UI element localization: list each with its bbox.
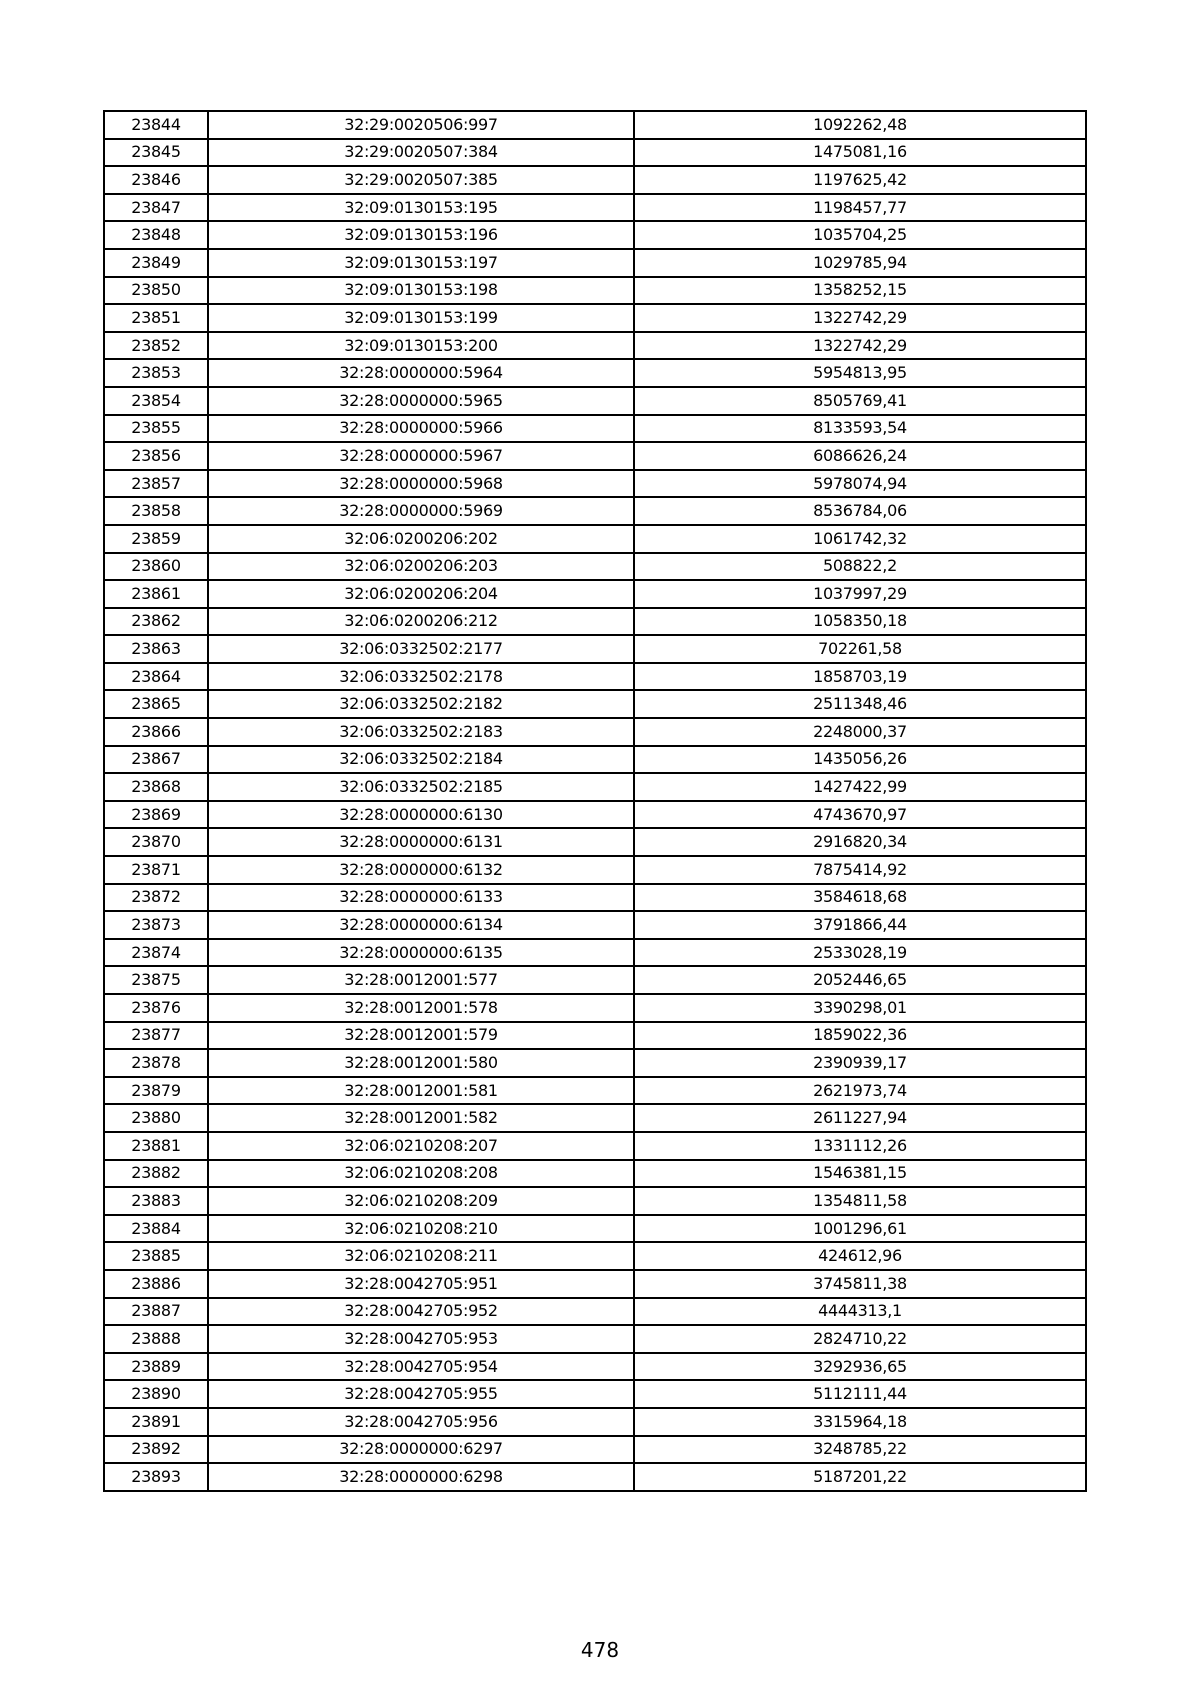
page-number: 478	[580, 1638, 620, 1662]
row-number-cell: 23846	[104, 166, 208, 194]
value-cell: 6086626,24	[634, 442, 1086, 470]
table-row	[104, 1049, 1086, 1077]
value-cell: 3248785,22	[634, 1436, 1086, 1464]
cadastral-number-cell: 32:28:0042705:955	[208, 1380, 634, 1408]
row-number-cell: 23875	[104, 966, 208, 994]
table-row	[104, 635, 1086, 663]
table-row	[104, 1353, 1086, 1381]
cadastral-number-cell: 32:28:0012001:582	[208, 1104, 634, 1132]
table-row	[104, 718, 1086, 746]
table-row	[104, 856, 1086, 884]
row-number-cell: 23863	[104, 635, 208, 663]
row-number-cell: 23893	[104, 1463, 208, 1491]
cadastral-number-cell: 32:06:0200206:202	[208, 525, 634, 553]
cadastral-number-cell: 32:06:0332502:2183	[208, 718, 634, 746]
row-number-cell: 23889	[104, 1353, 208, 1381]
row-number-cell: 23861	[104, 580, 208, 608]
row-number-cell: 23853	[104, 359, 208, 387]
row-number-cell: 23845	[104, 139, 208, 167]
value-cell: 1029785,94	[634, 249, 1086, 277]
value-cell: 4743670,97	[634, 801, 1086, 829]
value-cell: 1858703,19	[634, 663, 1086, 691]
cadastral-number-cell: 32:06:0200206:203	[208, 553, 634, 581]
table-row	[104, 580, 1086, 608]
cadastral-number-cell: 32:06:0332502:2178	[208, 663, 634, 691]
cadastral-number-cell: 32:28:0000000:5964	[208, 359, 634, 387]
value-cell: 1058350,18	[634, 608, 1086, 636]
row-number-cell: 23867	[104, 746, 208, 774]
table-row	[104, 1298, 1086, 1326]
cadastral-number-cell: 32:28:0000000:5966	[208, 415, 634, 443]
cadastral-number-cell: 32:28:0000000:6134	[208, 911, 634, 939]
value-cell: 1358252,15	[634, 277, 1086, 305]
table-row	[104, 359, 1086, 387]
row-number-cell: 23873	[104, 911, 208, 939]
value-cell: 1435056,26	[634, 746, 1086, 774]
row-number-cell: 23844	[104, 111, 208, 139]
row-number-cell: 23860	[104, 553, 208, 581]
table-row	[104, 884, 1086, 912]
row-number-cell: 23884	[104, 1215, 208, 1243]
row-number-cell: 23865	[104, 690, 208, 718]
cadastral-number-cell: 32:06:0332502:2184	[208, 746, 634, 774]
table-row	[104, 139, 1086, 167]
cadastral-number-cell: 32:06:0210208:209	[208, 1187, 634, 1215]
value-cell: 2611227,94	[634, 1104, 1086, 1132]
value-cell: 1354811,58	[634, 1187, 1086, 1215]
table-row	[104, 1187, 1086, 1215]
row-number-cell: 23879	[104, 1077, 208, 1105]
row-number-cell: 23874	[104, 939, 208, 967]
value-cell: 1001296,61	[634, 1215, 1086, 1243]
cadastral-number-cell: 32:28:0012001:577	[208, 966, 634, 994]
value-cell: 5112111,44	[634, 1380, 1086, 1408]
table-row	[104, 304, 1086, 332]
row-number-cell: 23859	[104, 525, 208, 553]
table-row	[104, 690, 1086, 718]
table-row	[104, 387, 1086, 415]
value-cell: 3292936,65	[634, 1353, 1086, 1381]
value-cell: 1035704,25	[634, 221, 1086, 249]
row-number-cell: 23857	[104, 470, 208, 498]
table-row	[104, 608, 1086, 636]
table-row	[104, 1436, 1086, 1464]
row-number-cell: 23871	[104, 856, 208, 884]
row-number-cell: 23890	[104, 1380, 208, 1408]
value-cell: 1331112,26	[634, 1132, 1086, 1160]
table-row	[104, 553, 1086, 581]
row-number-cell: 23886	[104, 1270, 208, 1298]
row-number-cell: 23883	[104, 1187, 208, 1215]
row-number-cell: 23855	[104, 415, 208, 443]
cadastral-number-cell: 32:06:0200206:204	[208, 580, 634, 608]
value-cell: 1322742,29	[634, 332, 1086, 360]
table-row	[104, 221, 1086, 249]
row-number-cell: 23870	[104, 828, 208, 856]
value-cell: 1197625,42	[634, 166, 1086, 194]
table-row	[104, 1325, 1086, 1353]
value-cell: 3791866,44	[634, 911, 1086, 939]
value-cell: 4444313,1	[634, 1298, 1086, 1326]
value-cell: 3584618,68	[634, 884, 1086, 912]
table-row	[104, 194, 1086, 222]
row-number-cell: 23877	[104, 1022, 208, 1050]
row-number-cell: 23858	[104, 497, 208, 525]
table-row	[104, 994, 1086, 1022]
table-row	[104, 663, 1086, 691]
cadastral-number-cell: 32:28:0042705:951	[208, 1270, 634, 1298]
row-number-cell: 23872	[104, 884, 208, 912]
cadastral-number-cell: 32:09:0130153:198	[208, 277, 634, 305]
cadastral-number-cell: 32:06:0210208:208	[208, 1160, 634, 1188]
cadastral-number-cell: 32:09:0130153:200	[208, 332, 634, 360]
value-cell: 8133593,54	[634, 415, 1086, 443]
row-number-cell: 23856	[104, 442, 208, 470]
value-cell: 1859022,36	[634, 1022, 1086, 1050]
cadastral-number-cell: 32:29:0020507:384	[208, 139, 634, 167]
cadastral-number-cell: 32:28:0042705:952	[208, 1298, 634, 1326]
table-row	[104, 1408, 1086, 1436]
table-row	[104, 1077, 1086, 1105]
value-cell: 2533028,19	[634, 939, 1086, 967]
row-number-cell: 23862	[104, 608, 208, 636]
row-number-cell: 23887	[104, 1298, 208, 1326]
row-number-cell: 23850	[104, 277, 208, 305]
cadastral-number-cell: 32:28:0000000:5965	[208, 387, 634, 415]
value-cell: 1546381,15	[634, 1160, 1086, 1188]
table-row	[104, 1104, 1086, 1132]
table-row	[104, 1160, 1086, 1188]
cadastral-number-cell: 32:28:0000000:6132	[208, 856, 634, 884]
row-number-cell: 23892	[104, 1436, 208, 1464]
row-number-cell: 23882	[104, 1160, 208, 1188]
table-row	[104, 249, 1086, 277]
cadastral-number-cell: 32:28:0042705:954	[208, 1353, 634, 1381]
value-cell: 5954813,95	[634, 359, 1086, 387]
value-cell: 1037997,29	[634, 580, 1086, 608]
cadastral-number-cell: 32:06:0332502:2177	[208, 635, 634, 663]
row-number-cell: 23849	[104, 249, 208, 277]
value-cell: 2390939,17	[634, 1049, 1086, 1077]
cadastral-number-cell: 32:28:0000000:6131	[208, 828, 634, 856]
table-row	[104, 111, 1086, 139]
cadastral-number-cell: 32:06:0332502:2182	[208, 690, 634, 718]
value-cell: 7875414,92	[634, 856, 1086, 884]
row-number-cell: 23847	[104, 194, 208, 222]
cadastral-number-cell: 32:09:0130153:197	[208, 249, 634, 277]
cadastral-number-cell: 32:28:0012001:581	[208, 1077, 634, 1105]
table-row	[104, 1270, 1086, 1298]
row-number-cell: 23876	[104, 994, 208, 1022]
cadastral-number-cell: 32:28:0042705:956	[208, 1408, 634, 1436]
table-row	[104, 1022, 1086, 1050]
cadastral-number-cell: 32:09:0130153:196	[208, 221, 634, 249]
cadastral-number-cell: 32:06:0210208:210	[208, 1215, 634, 1243]
row-number-cell: 23880	[104, 1104, 208, 1132]
value-cell: 508822,2	[634, 553, 1086, 581]
row-number-cell: 23888	[104, 1325, 208, 1353]
cadastral-number-cell: 32:28:0000000:5967	[208, 442, 634, 470]
value-cell: 1061742,32	[634, 525, 1086, 553]
row-number-cell: 23869	[104, 801, 208, 829]
value-cell: 3745811,38	[634, 1270, 1086, 1298]
table-row	[104, 1132, 1086, 1160]
row-number-cell: 23848	[104, 221, 208, 249]
value-cell: 1092262,48	[634, 111, 1086, 139]
table-row	[104, 939, 1086, 967]
value-cell: 8536784,06	[634, 497, 1086, 525]
cadastral-number-cell: 32:28:0042705:953	[208, 1325, 634, 1353]
cadastral-number-cell: 32:28:0012001:578	[208, 994, 634, 1022]
row-number-cell: 23866	[104, 718, 208, 746]
cadastral-number-cell: 32:28:0000000:5968	[208, 470, 634, 498]
table-row	[104, 332, 1086, 360]
cadastral-number-cell: 32:28:0000000:6133	[208, 884, 634, 912]
cadastral-number-cell: 32:29:0020506:997	[208, 111, 634, 139]
value-cell: 5187201,22	[634, 1463, 1086, 1491]
cadastral-number-cell: 32:06:0210208:207	[208, 1132, 634, 1160]
cadastral-number-cell: 32:29:0020507:385	[208, 166, 634, 194]
table-row	[104, 525, 1086, 553]
row-number-cell: 23854	[104, 387, 208, 415]
value-cell: 1198457,77	[634, 194, 1086, 222]
table-body	[104, 111, 1086, 1491]
table-row	[104, 911, 1086, 939]
row-number-cell: 23852	[104, 332, 208, 360]
row-number-cell: 23891	[104, 1408, 208, 1436]
cadastral-number-cell: 32:09:0130153:195	[208, 194, 634, 222]
cadastral-number-cell: 32:06:0332502:2185	[208, 773, 634, 801]
value-cell: 2248000,37	[634, 718, 1086, 746]
value-cell: 702261,58	[634, 635, 1086, 663]
table-row	[104, 801, 1086, 829]
value-cell: 3315964,18	[634, 1408, 1086, 1436]
value-cell: 1322742,29	[634, 304, 1086, 332]
cadastral-number-cell: 32:28:0012001:579	[208, 1022, 634, 1050]
value-cell: 2824710,22	[634, 1325, 1086, 1353]
table-row	[104, 1242, 1086, 1270]
table-row	[104, 1463, 1086, 1491]
table-row	[104, 1215, 1086, 1243]
table-row	[104, 828, 1086, 856]
row-number-cell: 23878	[104, 1049, 208, 1077]
table-row	[104, 277, 1086, 305]
cadastral-number-cell: 32:28:0000000:5969	[208, 497, 634, 525]
table-row	[104, 1380, 1086, 1408]
value-cell: 2052446,65	[634, 966, 1086, 994]
value-cell: 5978074,94	[634, 470, 1086, 498]
table-row	[104, 415, 1086, 443]
value-cell: 8505769,41	[634, 387, 1086, 415]
value-cell: 2621973,74	[634, 1077, 1086, 1105]
cadastral-number-cell: 32:09:0130153:199	[208, 304, 634, 332]
cadastral-number-cell: 32:28:0000000:6135	[208, 939, 634, 967]
row-number-cell: 23881	[104, 1132, 208, 1160]
row-number-cell: 23864	[104, 663, 208, 691]
value-cell: 424612,96	[634, 1242, 1086, 1270]
table-row	[104, 442, 1086, 470]
cadastral-number-cell: 32:06:0200206:212	[208, 608, 634, 636]
table-row	[104, 166, 1086, 194]
value-cell: 2916820,34	[634, 828, 1086, 856]
value-cell: 1427422,99	[634, 773, 1086, 801]
row-number-cell: 23868	[104, 773, 208, 801]
table-row	[104, 773, 1086, 801]
cadastral-number-cell: 32:28:0012001:580	[208, 1049, 634, 1077]
value-cell: 2511348,46	[634, 690, 1086, 718]
value-cell: 1475081,16	[634, 139, 1086, 167]
cadastral-number-cell: 32:28:0000000:6297	[208, 1436, 634, 1464]
table-row	[104, 746, 1086, 774]
value-cell: 3390298,01	[634, 994, 1086, 1022]
cadastral-table	[103, 110, 1087, 1492]
cadastral-number-cell: 32:28:0000000:6130	[208, 801, 634, 829]
row-number-cell: 23851	[104, 304, 208, 332]
cadastral-number-cell: 32:28:0000000:6298	[208, 1463, 634, 1491]
table-row	[104, 470, 1086, 498]
table-row	[104, 966, 1086, 994]
row-number-cell: 23885	[104, 1242, 208, 1270]
table-row	[104, 497, 1086, 525]
cadastral-number-cell: 32:06:0210208:211	[208, 1242, 634, 1270]
